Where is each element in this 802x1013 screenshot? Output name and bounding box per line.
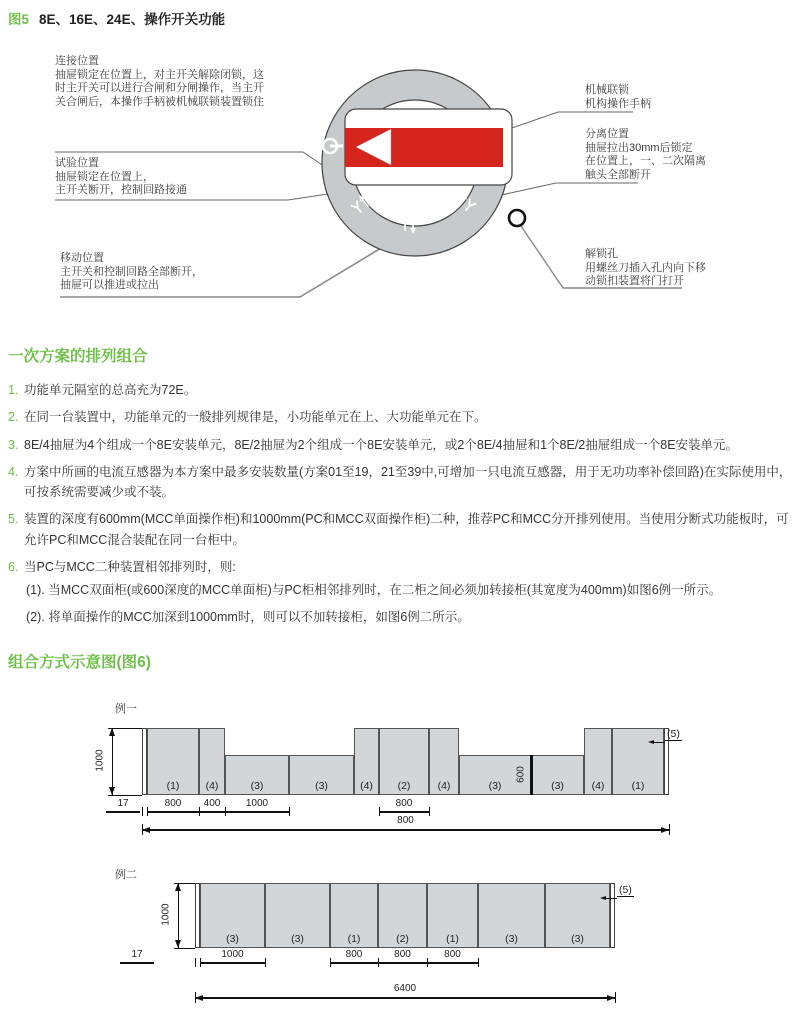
depth-dimension-label: 600 <box>515 766 527 783</box>
total-dimension-label: 6400 <box>393 983 417 994</box>
width-dimension-label: 800 <box>345 949 363 960</box>
total-dimension-label: 800 <box>397 815 414 826</box>
width-dimension-label: 800 <box>395 798 413 809</box>
callout-line: 机构操作手柄 <box>585 97 651 110</box>
list-item-2 <box>8 407 796 427</box>
side-dimension-label: 17 <box>131 949 143 960</box>
callout-title: 移动位置 <box>60 252 104 264</box>
width-dimension-label: 800 <box>164 798 182 809</box>
cabinet-label: (3) <box>505 933 518 945</box>
cabinet-label: (4) <box>437 780 451 792</box>
height-dimension-line <box>112 728 113 795</box>
pointer-arrow-head <box>600 896 606 900</box>
cabinet <box>531 755 584 795</box>
cabinet-label: (3) <box>551 780 564 792</box>
callout-move <box>60 252 203 293</box>
cabinet-label: (1) <box>347 933 361 945</box>
side-dimension-tick <box>195 958 196 967</box>
list-number: 1. <box>8 383 19 397</box>
cabinet <box>289 755 354 795</box>
cabinet <box>545 883 610 948</box>
list-subitem-2: (2). 将单面操作的MCC加深到1000mm时，则可以不加转接柜，如图6例二所示。 <box>26 610 470 625</box>
cabinet <box>478 883 545 948</box>
cabinet <box>265 883 330 948</box>
cabinet <box>612 728 664 795</box>
total-dimension-line <box>142 829 669 831</box>
cabinet-label: (3) <box>250 780 264 792</box>
figure5-title-text: 8E、16E、24E、操作开关功能 <box>39 12 226 27</box>
section-heading: 一次方案的排列组合 <box>8 348 148 365</box>
extension-line-top <box>108 728 142 729</box>
figure6-example1 <box>90 698 802 850</box>
total-dimension-arrow-left <box>195 995 203 1001</box>
height-dimension-label: 1000 <box>160 902 172 926</box>
cabinet <box>584 728 612 795</box>
extension-line-top <box>174 883 195 884</box>
width-dimension-line <box>379 811 429 813</box>
cabinet <box>378 883 427 948</box>
width-dimension-line <box>147 811 199 813</box>
total-dimension-arrow-right <box>607 995 615 1001</box>
width-dimension-label: 1000 <box>221 949 244 960</box>
callout-unlock <box>585 248 706 289</box>
depth-divider <box>530 755 533 795</box>
example-name: 例二 <box>115 869 137 881</box>
cabinet-label: (4) <box>591 780 605 792</box>
cabinet <box>379 728 429 795</box>
callout-separate <box>585 128 706 182</box>
cabinet-label: (3) <box>291 933 304 945</box>
list-number: 6. <box>8 559 19 574</box>
height-dimension-line <box>178 883 179 948</box>
section-figure6 <box>8 650 796 686</box>
leader-line-interlock <box>509 112 633 129</box>
figure5-tag: 图5 <box>8 12 30 27</box>
callout-line: 主开关断开，控制回路接通 <box>55 184 187 196</box>
section-heading: 组合方式示意图(图6) <box>8 654 151 671</box>
callout-title: 试验位置 <box>55 157 99 169</box>
cabinet-label: (3) <box>315 780 328 792</box>
list-number: 2. <box>8 410 19 425</box>
cabinet-label: (1) <box>166 780 180 792</box>
cabinet <box>429 728 459 795</box>
width-dimension-label: 1000 <box>245 798 269 809</box>
pointer-label: (5) <box>619 884 632 896</box>
width-dimension-tick <box>478 958 479 967</box>
cabinet-label: (2) <box>396 933 409 945</box>
total-dimension-line <box>195 997 615 999</box>
width-dimension-line <box>225 811 289 813</box>
cabinet-label: (1) <box>446 933 459 945</box>
width-dimension-line <box>427 962 478 964</box>
pointer-arrow-line <box>653 742 665 743</box>
cabinet <box>225 755 289 795</box>
list-text: 功能单元隔室的总高充为72E。 <box>24 383 197 397</box>
cabinet <box>147 728 199 795</box>
list-item-4 <box>8 462 796 503</box>
cabinet <box>427 883 478 948</box>
list-text: 8E/4抽屉为4个组成一个8E安装单元，8E/2抽屉为2个组成一个8E安装单元，或2个8E/4抽屉和1个8E/2抽屉组成一个8E安装单元。 <box>24 437 739 452</box>
callout-line: 触头全部断开 <box>585 168 651 181</box>
width-dimension-label: 800 <box>444 949 461 960</box>
list-text: 在同一台装置中，功能单元的一般排列规律是，小功能单元在上、大功能单元在下。 <box>24 410 487 425</box>
side-panel-right <box>610 883 615 948</box>
total-dimension-arrow-left <box>142 827 150 833</box>
width-dimension-line <box>200 962 265 964</box>
cabinet <box>354 728 379 795</box>
side-dimension-line <box>106 811 140 813</box>
dimension-arrow-down <box>109 787 115 795</box>
width-dimension-line <box>199 811 225 813</box>
list-number: 5. <box>8 512 19 527</box>
figure6-example2 <box>90 862 802 1012</box>
cabinet-label: (1) <box>631 780 645 792</box>
total-dimension-tick <box>615 992 616 1003</box>
list-number: 3. <box>8 437 19 452</box>
cabinet <box>200 883 265 948</box>
height-dimension-label: 1000 <box>94 748 106 772</box>
callout-title: 连接位置 <box>55 55 99 67</box>
pointer-label: (5) <box>667 728 680 740</box>
pointer-arrow-head <box>648 740 654 744</box>
callout-title: 分离位置 <box>585 128 629 140</box>
callout-title: 解锁孔 <box>585 248 618 260</box>
example-name: 例一 <box>115 703 137 715</box>
callout-line: 在位置上，一、二次隔离 <box>585 155 706 167</box>
cabinet-label: (3) <box>226 933 239 945</box>
list-item-3 <box>8 435 796 455</box>
side-panel-left <box>142 728 147 795</box>
callout-line: 关合闸后，本操作手柄被机械联锁装置锁住 <box>55 95 264 108</box>
extension-line-bottom <box>108 795 142 796</box>
unlock-hole <box>509 210 525 226</box>
dimension-arrow-up <box>175 883 181 891</box>
list-text: 装置的深度有600mm(MCC单面操作柜)和1000mm(PC和MCC双面操作柜)二种，推荐PC和MCC分开排列使用。当使用分断式功能板时，可允许PC和MCC混合装配在同一台柜中。 <box>24 512 789 547</box>
callout-line: 主开关和控制回路全部断开， <box>60 265 203 278</box>
total-dimension-tick <box>669 824 670 835</box>
callout-line: 抽屉可以推进或拉出 <box>60 279 159 291</box>
list-item-5 <box>8 509 796 550</box>
extension-line-bottom <box>174 948 195 949</box>
width-dimension-label: 800 <box>394 949 411 960</box>
list-text: 当PC与MCC二种装置相邻排列时，则: <box>24 559 236 574</box>
cabinet-label: (2) <box>397 780 411 792</box>
cabinet-label: (3) <box>571 933 584 945</box>
callout-line: 用螺丝刀插入孔内向下移 <box>585 261 706 274</box>
cabinet-label: (3) <box>488 780 502 792</box>
cabinet-label: (4) <box>205 780 219 792</box>
list-text: 方案中所画的电流互感器为本方案中最多安装数量(方案01至19，21至39中,可增加一只电流互感器，用于无功功率补偿回路)在实际使用中，可按系统需要减少或不装。 <box>24 464 792 499</box>
callout-line: 时主开关可以进行合闸和分闸操作，当主开 <box>55 82 264 94</box>
pointer-arrow-line <box>605 898 617 899</box>
figure5-title <box>8 8 225 28</box>
dimension-arrow-up <box>109 728 115 736</box>
cabinet <box>330 883 378 948</box>
callout-line: 抽屉锁定在位置上，对主开关解除闭锁，这 <box>55 68 264 81</box>
width-dimension-line <box>330 962 378 964</box>
callout-connect <box>55 55 264 109</box>
side-dimension-label: 17 <box>117 798 129 809</box>
list-subitem-1: (1). 当MCC双面柜(或600深度的MCC单面柜)与PC柜相邻排列时，在二柜之间必须加转接柜(其宽度为400mm)如图6例一所示。 <box>26 583 722 597</box>
dimension-arrow-down <box>175 940 181 948</box>
callout-line: 抽屉锁定在位置上， <box>55 170 154 183</box>
callout-interlock <box>585 84 651 111</box>
list-item-6 <box>8 557 796 577</box>
callout-line: 动锁扣装置将门打开 <box>585 275 684 287</box>
list-number: 4. <box>8 464 19 479</box>
width-dimension-line <box>378 962 427 964</box>
section-primary-scheme <box>8 344 796 635</box>
width-dimension-tick <box>265 958 266 967</box>
cabinet <box>199 728 225 795</box>
side-panel-left <box>195 883 200 948</box>
cabinet-label: (4) <box>360 780 373 792</box>
side-dimension-line <box>120 962 154 964</box>
width-dimension-label: 400 <box>203 798 221 809</box>
callout-line: 抽屉拉出30mm后锁定 <box>585 141 693 154</box>
list-item-1 <box>8 380 796 400</box>
callout-title: 机械联锁 <box>585 84 629 96</box>
total-dimension-arrow-right <box>661 827 669 833</box>
callout-test <box>55 157 187 198</box>
